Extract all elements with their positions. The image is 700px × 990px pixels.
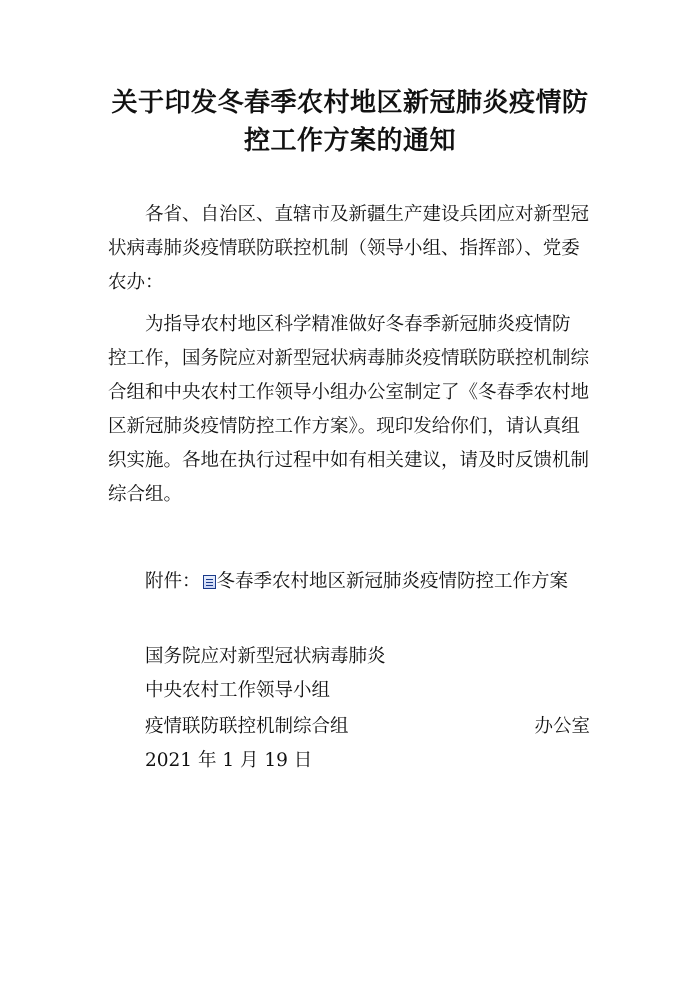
body-line: 合组和中央农村工作领导小组办公室制定了《冬春季农村地 [108,382,590,403]
addressee-line: 农办： [108,272,164,293]
signature-date: 2021 年 1 月 19 日 [145,750,313,771]
signature-line-3-left: 疫情联防联控机制综合组 [145,716,349,737]
body-line: 控工作，国务院应对新型冠状病毒肺炎疫情联防联控机制综 [108,348,590,369]
attachment-line [145,567,568,597]
title-line-1: 关于印发冬春季农村地区新冠肺炎疫情防 [111,88,589,118]
signature-line-1: 国务院应对新型冠状病毒肺炎 [145,646,386,667]
body-line: 为指导农村地区科学精准做好冬春季新冠肺炎疫情防 [145,314,571,335]
attachment-link[interactable]: 冬春季农村地区新冠肺炎疫情防控工作方案 [216,571,569,592]
signature-line-3-right: 办公室 [534,716,590,737]
body-line: 织实施。各地在执行过程中如有相关建议，请及时反馈机制 [108,450,590,471]
addressee-line: 各省、自治区、直辖市及新疆生产建设兵团应对新型冠 [145,204,590,225]
signature-line-2: 中央农村工作领导小组 [145,680,331,701]
document-icon[interactable] [203,575,216,589]
body-line: 综合组。 [108,484,183,505]
signature-line-3 [145,710,590,744]
addressee-paragraph [108,198,608,300]
body-line: 区新冠肺炎疫情防控工作方案》。现印发给你们，请认真组 [108,416,580,437]
attachment-label: 附件： [145,571,201,592]
title-line-2: 控工作方案的通知 [243,126,456,156]
document-title [60,84,640,160]
addressee-line: 状病毒肺炎疫情联防联控机制（领导小组、指挥部）、党委 [108,238,580,259]
body-paragraph [108,308,608,512]
